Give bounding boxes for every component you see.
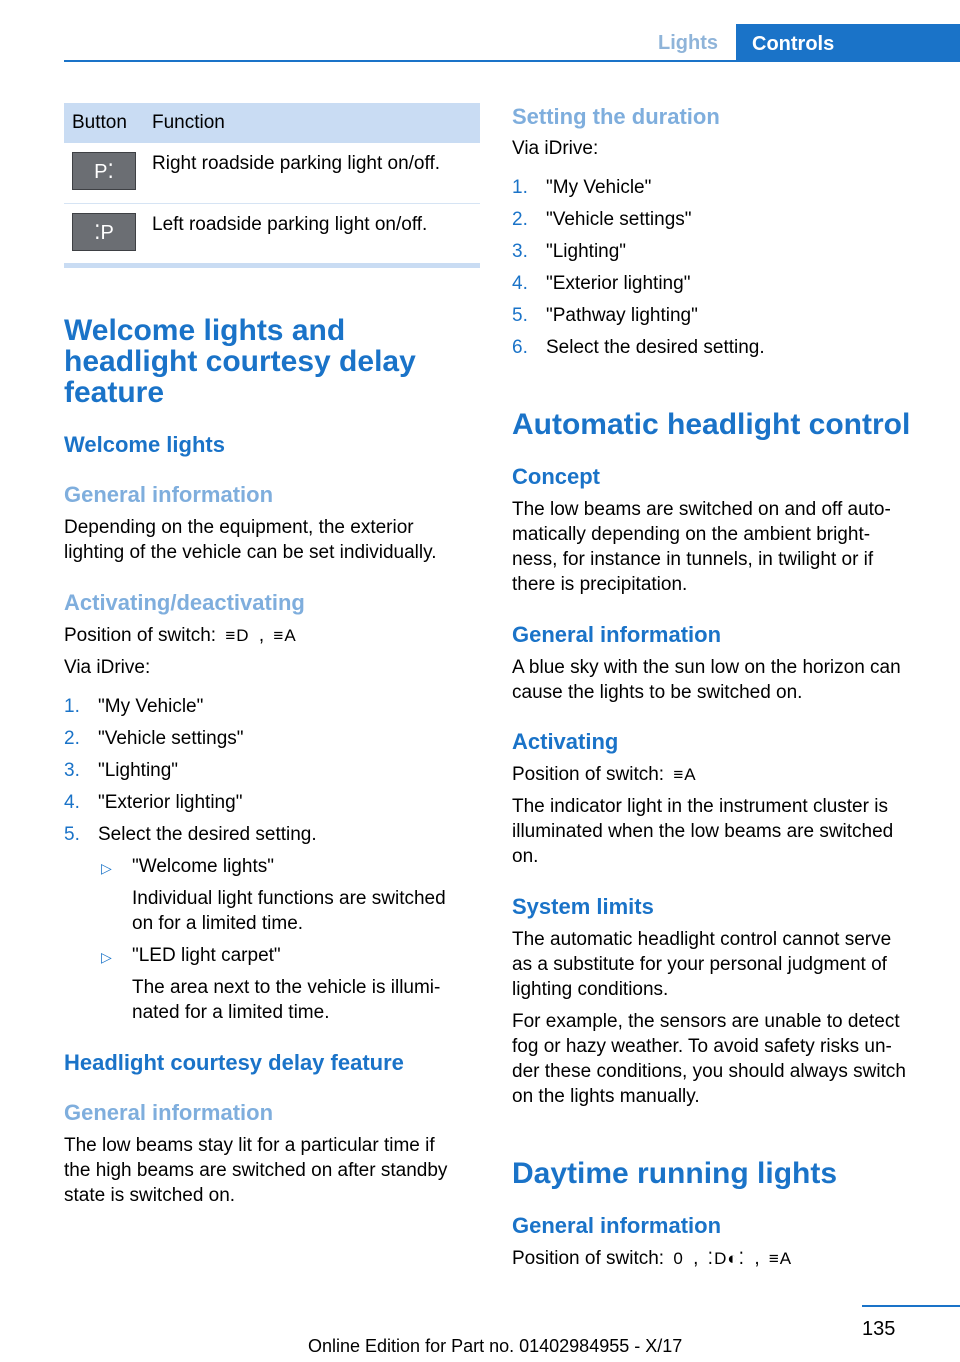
- section-title-welcome: Welcome lights and headlight courtesy delay feature: [64, 314, 416, 409]
- paragraph-limits: The automatic headlight control cannot serve as a substitute for your personal judgment of lighting conditions.: [512, 929, 892, 1000]
- paragraph-switch-position-right: Position of switch: ≡A: [512, 764, 697, 785]
- heading-general-information-2: General information: [64, 1100, 274, 1125]
- heading-concept: Concept: [512, 464, 600, 489]
- paragraph-via-idrive: Via iDrive:: [64, 657, 151, 678]
- table-bottom-rule: [64, 263, 480, 268]
- heading-courtesy-delay: Headlight courtesy delay feature: [64, 1050, 404, 1075]
- auto-headlight-icon: ≡A: [768, 1249, 793, 1268]
- table-header-row: [64, 103, 480, 143]
- headlight-auto-icon: ≡D: [225, 626, 250, 645]
- sub-item-welcome-lights: "Welcome lights" Individual light functions are switched on for a limited time.: [132, 856, 446, 934]
- paragraph-via-idrive-right: Via iDrive:: [512, 138, 599, 159]
- heading-general-information-right: General information: [512, 622, 722, 647]
- bullet-triangle-icon: ▷: [101, 860, 112, 876]
- heading-general-information: General information: [64, 482, 274, 507]
- table-cell-function: Right roadside parking light on/off.: [144, 143, 480, 204]
- right-parking-light-button-icon: P⁚: [72, 152, 136, 190]
- page-number: 135: [862, 1318, 896, 1340]
- paragraph-indicator: The indicator light in the instrument cluster is illuminated when the low beams are switched on.: [512, 796, 894, 867]
- paragraph-general-info-right: A blue sky with the sun low on the horizon can cause the lights to be switched on.: [512, 657, 901, 703]
- bullet-triangle-icon: ▷: [101, 949, 112, 965]
- col-header-button: Button: [64, 103, 144, 143]
- heading-activating-deactivating: Activating/deactivating: [64, 590, 305, 615]
- section-title-auto-headlight: Automatic headlight control: [512, 408, 911, 441]
- heading-setting-duration: Setting the duration: [512, 104, 720, 129]
- heading-activating: Activating: [512, 729, 619, 754]
- footer-rule: [862, 1305, 960, 1307]
- header-rule: [64, 60, 960, 62]
- heading-welcome-lights: Welcome lights: [64, 432, 225, 457]
- off-switch-icon: 0: [673, 1249, 684, 1268]
- table-row: [64, 143, 480, 204]
- paragraph-general-info: Depending on the equipment, the exterior lighting of the vehicle can be set individually.: [64, 517, 437, 563]
- auto-headlight-icon: ≡A: [673, 765, 697, 784]
- paragraph-example: For example, the sensors are unable to detect fog or hazy weather. To avoid safety risks un‐ der these conditions, you should always switch on the lights manually.: [512, 1011, 906, 1107]
- paragraph-courtesy: The low beams stay lit for a particular time if the high beams are switched on after standby state is switched on.: [64, 1135, 448, 1206]
- auto-headlight-icon: ≡A: [273, 626, 297, 645]
- heading-general-information-daytime: General information: [512, 1213, 722, 1238]
- section-title-daytime: Daytime running lights: [512, 1157, 838, 1190]
- paragraph-concept: The low beams are switched on and off auto‐ matically depending on the ambient bright‐ ness, for instance in tunnels, in twilight or if there is precipitation.: [512, 499, 891, 595]
- header-tab-lights: Lights: [658, 32, 718, 54]
- table-cell-function: Left roadside parking light on/off.: [144, 204, 480, 265]
- header-tab-controls: Controls: [736, 24, 960, 62]
- table-row: [64, 204, 480, 265]
- col-header-function: Function: [144, 103, 480, 143]
- edition-note: Online Edition for Part no. 01402984955 - X/17: [308, 1336, 683, 1356]
- button-function-table: [64, 103, 480, 265]
- left-parking-light-button-icon: ⁚P: [72, 213, 136, 251]
- paragraph-switch-position-daytime: Position of switch: 0 , ⁚D◐⁚ , ≡A: [512, 1248, 793, 1269]
- heading-system-limits: System limits: [512, 894, 654, 919]
- paragraph-switch-position: Position of switch: ≡D , ≡A: [64, 625, 297, 646]
- parking-lights-icon: ⁚D◐⁚: [707, 1249, 746, 1268]
- sub-item-led-light-carpet: "LED light carpet" The area next to the vehicle is illumi‐ nated for a limited time.: [132, 945, 441, 1023]
